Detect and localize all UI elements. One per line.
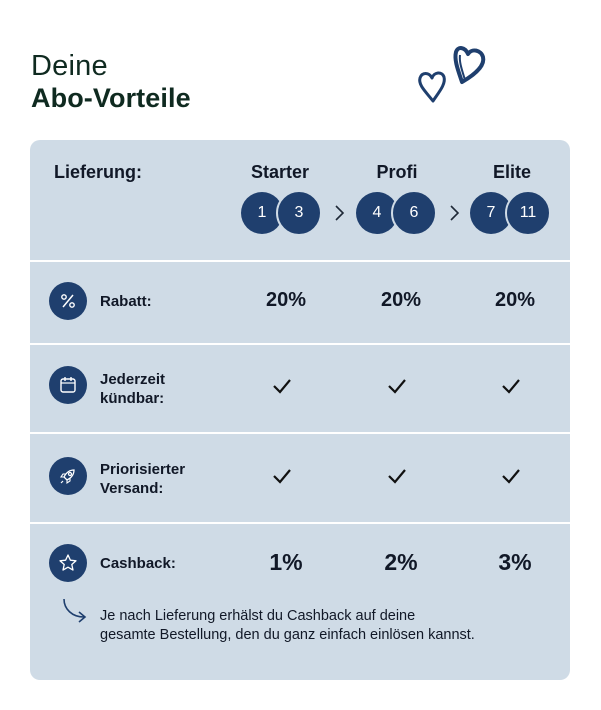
calendar-icon xyxy=(49,366,87,404)
divider xyxy=(30,432,570,434)
divider xyxy=(30,343,570,345)
curved-arrow-icon xyxy=(58,595,92,625)
cashback-starter: 1% xyxy=(269,549,303,575)
delivery-bubble: 7 xyxy=(470,192,512,234)
percent-icon xyxy=(49,282,87,320)
row-label-versand xyxy=(100,460,185,498)
label-line: Jederzeit xyxy=(100,371,166,388)
tier-elite: Elite xyxy=(492,162,531,182)
tier-profi: Profi xyxy=(376,162,418,182)
benefits-card xyxy=(30,140,570,680)
check-icon xyxy=(386,377,408,395)
label-line: Priorisierter xyxy=(100,461,186,478)
rocket-icon xyxy=(49,457,87,495)
cashback-elite: 3% xyxy=(498,549,532,575)
heading-line-2: Abo-Vorteile xyxy=(31,83,191,113)
discount-starter: 20% xyxy=(265,289,307,311)
row-label-jederzeit xyxy=(100,370,165,408)
check-icon xyxy=(271,377,293,395)
delivery-label: Lieferung: xyxy=(54,162,142,182)
chevron-right-icon xyxy=(333,204,345,222)
divider xyxy=(30,260,570,262)
check-icon xyxy=(271,467,293,485)
check-icon xyxy=(500,377,522,395)
discount-elite: 20% xyxy=(494,289,536,311)
cashback-profi: 2% xyxy=(384,549,418,575)
cashback-note xyxy=(100,607,560,645)
discount-profi: 20% xyxy=(380,289,422,311)
check-icon xyxy=(386,467,408,485)
delivery-bubble: 6 xyxy=(391,190,437,236)
delivery-bubble: 4 xyxy=(356,192,398,234)
tier-starter: Starter xyxy=(250,162,310,182)
hearts-icon xyxy=(414,40,498,106)
label-line: kündbar: xyxy=(100,390,165,407)
delivery-bubble: 1 xyxy=(241,192,283,234)
chevron-right-icon xyxy=(448,204,460,222)
delivery-bubble: 3 xyxy=(276,190,322,236)
heading-line-1: Deine xyxy=(31,50,108,82)
divider xyxy=(30,522,570,524)
star-icon xyxy=(49,544,87,582)
check-icon xyxy=(500,467,522,485)
note-line: Je nach Lieferung erhälst du Cashback auf deine xyxy=(100,608,416,624)
note-line: gesamte Bestellung, den du ganz einfach einlösen kannst. xyxy=(100,627,475,643)
row-label-cashback: Cashback: xyxy=(100,555,176,572)
page-heading xyxy=(31,50,191,114)
label-line: Versand: xyxy=(100,480,164,497)
row-label-rabatt: Rabatt: xyxy=(100,293,152,310)
delivery-bubble: 11 xyxy=(505,190,551,236)
